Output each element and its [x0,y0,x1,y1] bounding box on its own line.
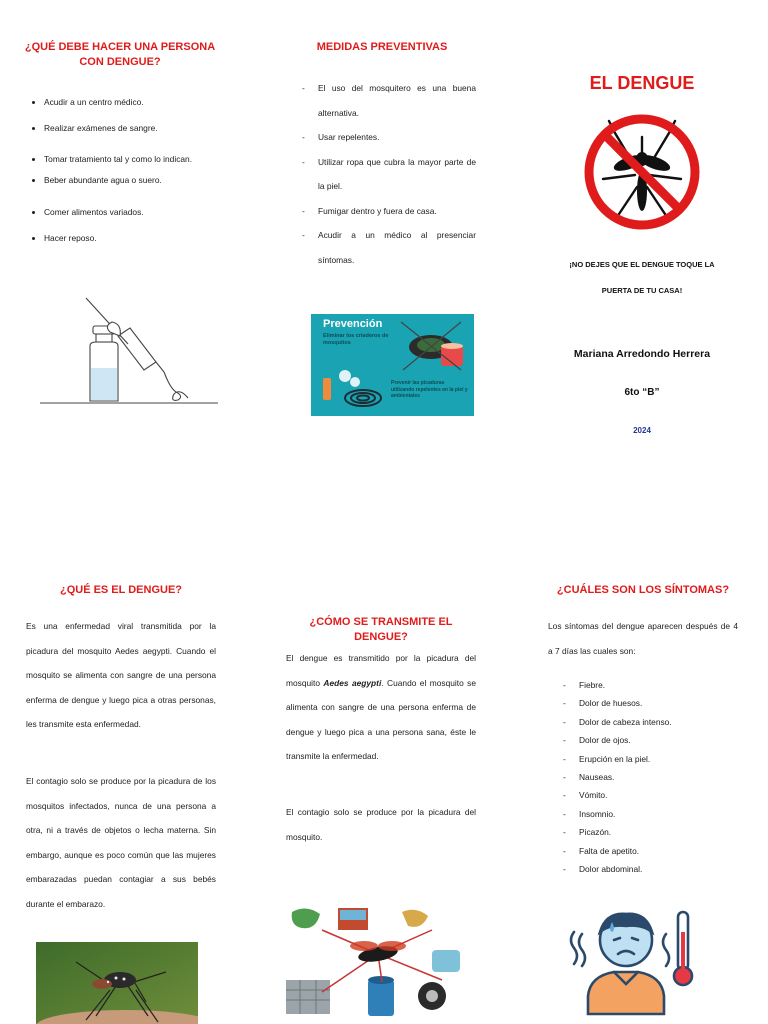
list-item: - Erupción en la piel. [563,750,733,768]
list-item: • Hacer reposo. [44,231,240,246]
cover-slogan-line2: PUERTA DE TU CASA! [601,286,683,295]
transmission-title: ¿CÓMO SE TRANSMITE EL DENGUE? [309,616,453,643]
what-is-paragraph-1: Es una enfermedad viral transmitida por la picadura del mosquito Aedes aegypti. Cuando el mosquito se alimenta con sangre de una persona enferma de dengue y luego pica a otras personas, les transmite esta enfermedad. [26,621,216,729]
transmission-paragraph-1: El dengue es transmitido por la picadura del mosquito Aedes aegypti. Cuando el mosquito se alimenta con sangre de una persona enferma de dengue y luego pica a una persona sana, éste le transmite la enfermedad. [286,653,476,761]
list-item: - Insomnio. [563,805,733,823]
symptoms-intro: Los síntomas del dengue aparecen después de 4 a 7 días las cuales son: [548,621,738,656]
list-item: • Beber abundante agua o suero. [44,173,240,188]
list-item: - Nauseas. [563,768,733,786]
what-is-paragraph-2: El contagio solo se produce por la picadura de los mosquitos infectados, nunca de una persona a otra, ni a través de objetos o lecha materna. Sin embargo, aunque es poco común que las mujeres embarazadas puedan contagiar a sus bebés durante el embarazo. [26,776,216,909]
cover-title: EL DENGUE [589,73,695,93]
symptoms-list [563,676,733,878]
list-item: - Usar repelentes. [302,125,476,150]
list-item: • Realizar exámenes de sangre. [44,121,240,136]
prevention-list [302,76,476,272]
grade: 6to “B” [624,387,660,398]
transmission-paragraph-2: El contagio solo se produce por la picadura del mosquito. [286,807,476,842]
list-item: - Picazón. [563,823,733,841]
year: 2024 [633,426,651,435]
list-item: - Acudir a un médico al presenciar síntomas. [302,223,476,272]
prevention-infographic [311,314,474,416]
list-item: - Dolor abdominal. [563,860,733,878]
prevention-caption: Prevenir las picaduras utilizando repelentes en la piel y ambientales [391,380,468,399]
list-item: - Vómito. [563,786,733,804]
syringe-vial-illustration [38,296,220,408]
list-item: - Fiebre. [563,676,733,694]
what-is-title: ¿QUÉ ES EL DENGUE? [59,584,183,596]
what-to-do-title: ¿QUÉ DEBE HACER UNA PERSONA CON DENGUE? [24,41,216,68]
symptoms-title: ¿CUÁLES SON LOS SÍNTOMAS? [556,584,730,596]
prevention-title: MEDIDAS PREVENTIVAS [316,41,448,53]
prevention-heading: Prevención [323,318,383,330]
list-item: - Utilizar ropa que cubra la mayor parte de la piel. [302,150,476,199]
author-name: Mariana Arredondo Herrera [573,348,711,360]
transmission-illustration [282,900,474,1024]
list-item: - Fumigar dentro y fuera de casa. [302,199,476,224]
list-item: • Tomar tratamiento tal y como lo indican. [44,147,240,171]
no-mosquito-icon [583,113,701,231]
list-item: - Dolor de ojos. [563,731,733,749]
sick-person-fever-icon [566,892,696,1016]
list-item: • Comer alimentos variados. [44,205,240,220]
mosquito-photo [36,942,198,1024]
list-item: - El uso del mosquitero es una buena alternativa. [302,76,476,125]
list-item: - Dolor de cabeza intenso. [563,713,733,731]
what-to-do-list [22,95,240,246]
prevention-subheading: Eliminar los criaderos de mosquitos [323,333,389,346]
cover-slogan-line1: ¡NO DEJES QUE EL DENGUE TOQUE LA [569,260,715,269]
list-item: • Acudir a un centro médico. [44,95,240,110]
list-item: - Falta de apetito. [563,842,733,860]
prevention-icons [311,314,474,416]
list-item: - Dolor de huesos. [563,694,733,712]
